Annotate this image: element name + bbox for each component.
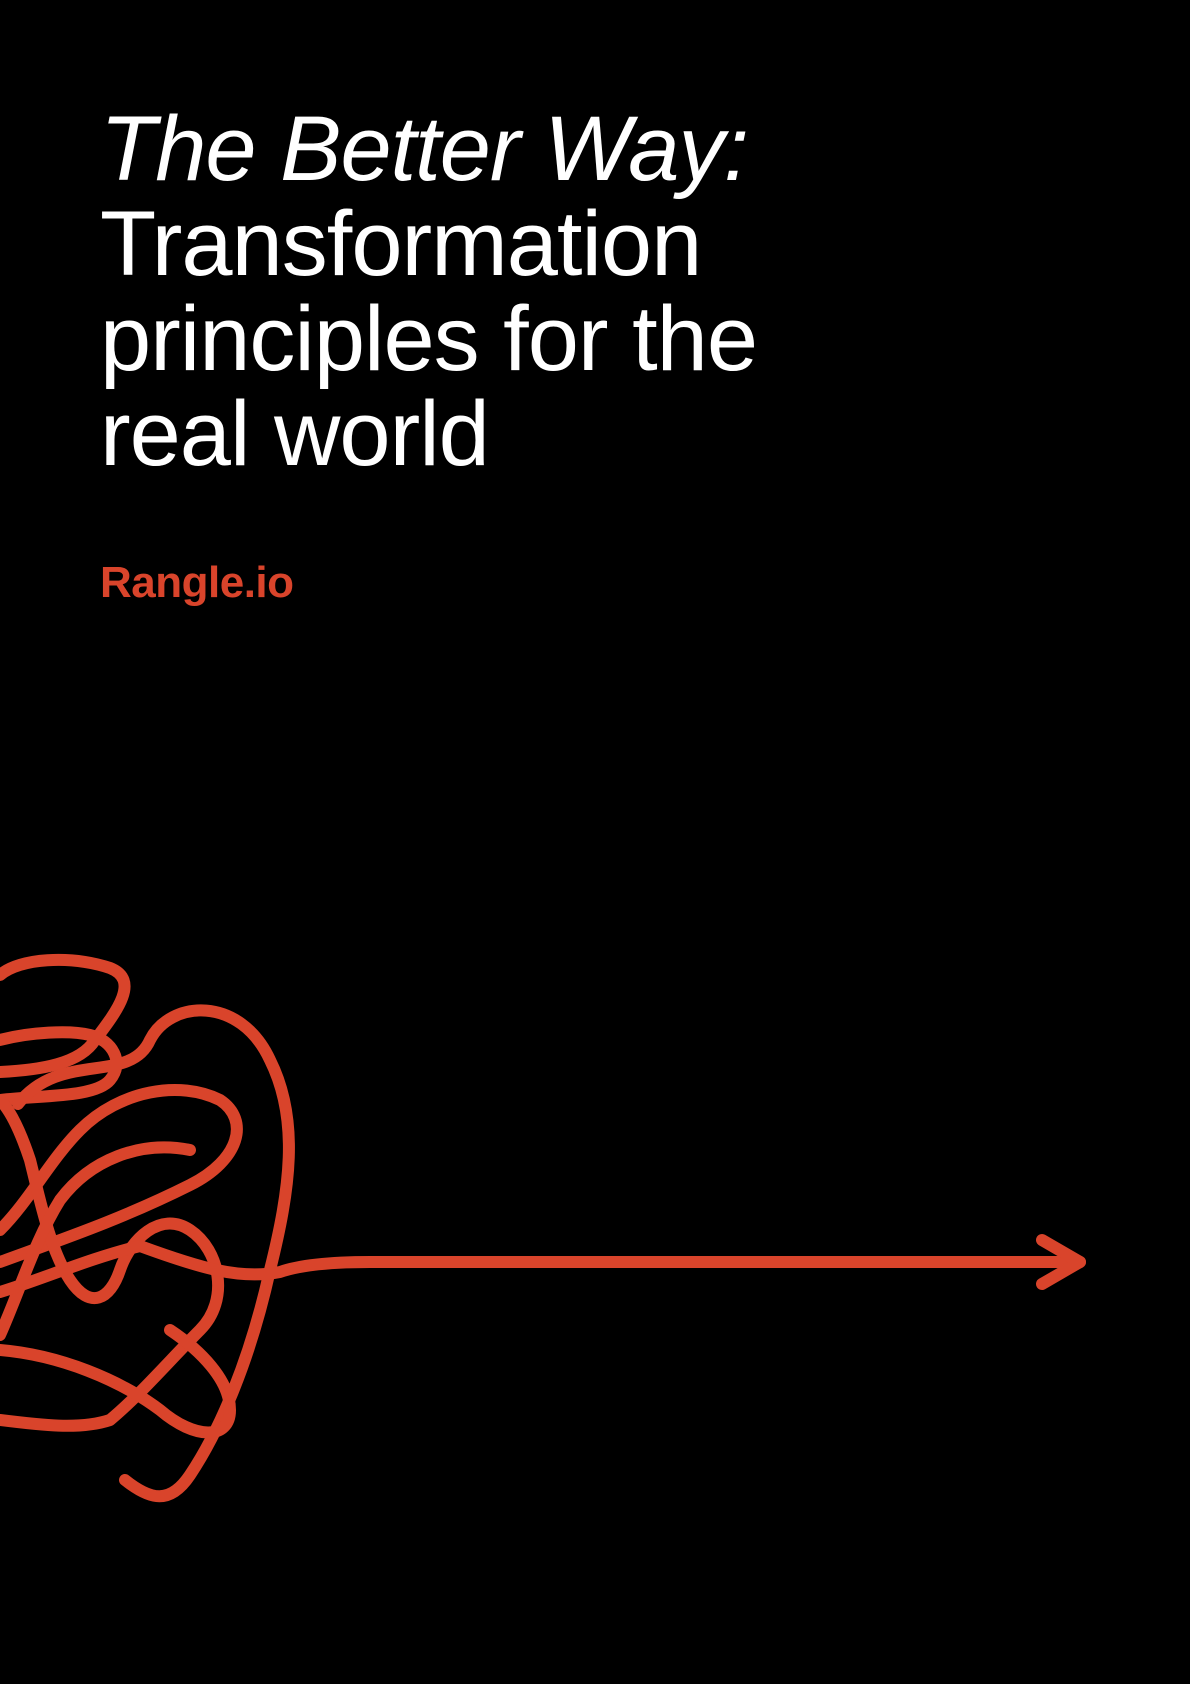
title-italic-line: The Better Way: bbox=[100, 98, 749, 200]
title-line-3: real world bbox=[100, 383, 489, 485]
arrow-shaft bbox=[0, 1246, 1080, 1292]
title-line-2: principles for the bbox=[100, 288, 757, 390]
title-line-1: Transformation bbox=[100, 193, 702, 295]
brand-name: Rangle.io bbox=[100, 558, 294, 607]
